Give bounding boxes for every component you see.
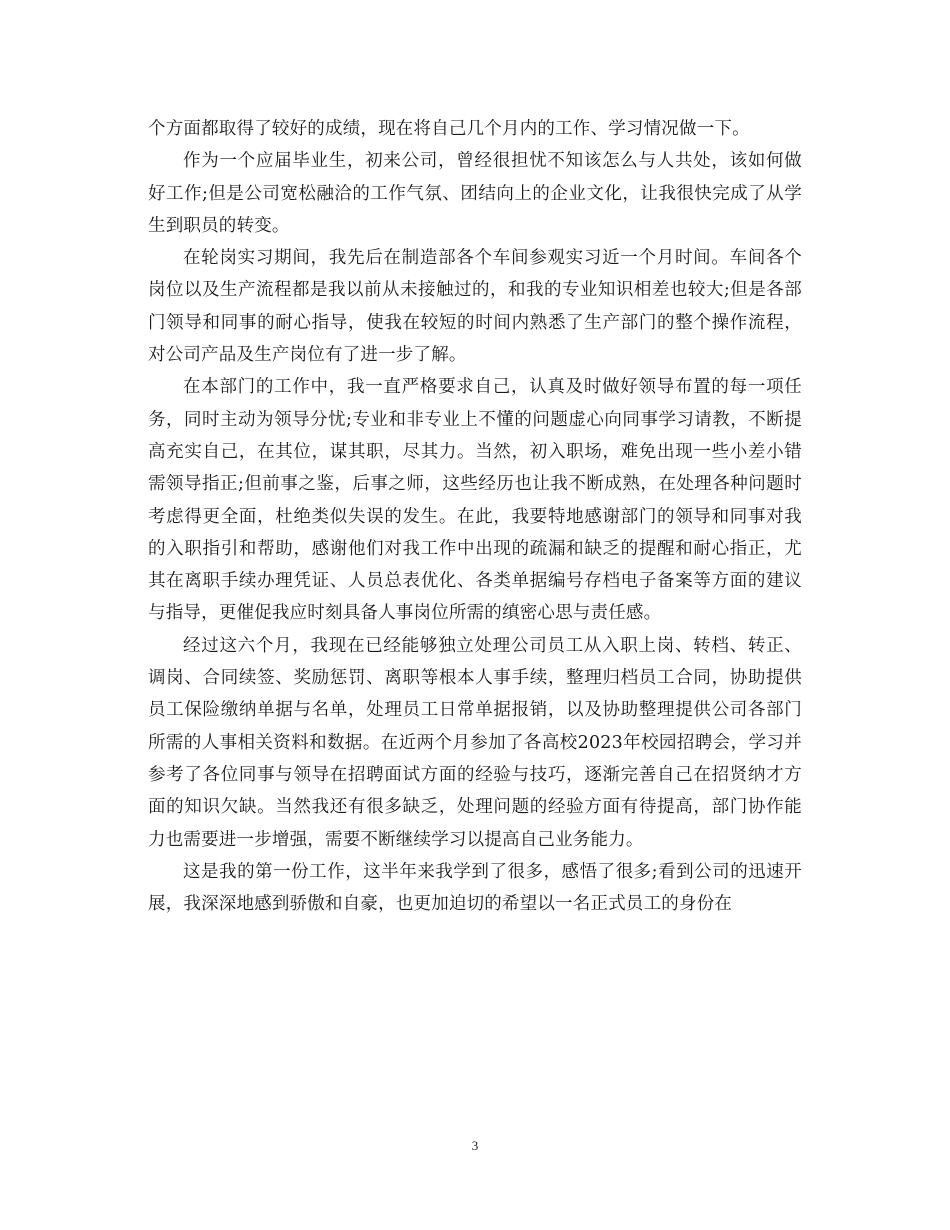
paragraph-first-job: 这是我的第一份工作，这半年来我学到了很多，感悟了很多;看到公司的迅速开展，我深深地感到骄傲和自豪，也更加迫切的希望以一名正式员工的身份在 bbox=[148, 861, 802, 915]
paragraph-graduate-intro: 作为一个应届毕业生，初来公司，曾经很担忧不知该怎么与人共处，该如何做好工作;但是公司宽松融洽的工作气氛、团结向上的企业文化，让我很快完成了从学生到职员的转变。 bbox=[148, 151, 802, 236]
paragraph-department-work: 在本部门的工作中，我一直严格要求自己，认真及时做好领导布置的每一项任务，同时主动为领导分忧;专业和非专业上不懂的问题虚心向同事学习请教，不断提高充实自己，在其位，谋其职，尽其力。当然，初入职场，难免出现一些小差小错需领导指正;但前事之鉴，后事之师，这些经历也让我不断成熟，在处理各种问题时考虑得更全面，杜绝类似失误的发生。在此，我要特地感谢部门的领导和同事对我的入职指引和帮助，感谢他们对我工作中出现的疏漏和缺乏的提醒和耐心指正，尤其在离职手续办理凭证、人员总表优化、各类单据编号存档电子备案等方面的建议与指导，更催促我应时刻具备人事岗位所需的缜密心思与责任感。 bbox=[148, 377, 802, 624]
page-number: 3 bbox=[471, 1138, 479, 1153]
paragraph-six-months: 经过这六个月，我现在已经能够独立处理公司员工从入职上岗、转档、转正、调岗、合同续签、奖励惩罚、离职等根本人事手续，整理归档员工合同，协助提供员工保险缴纳单据与名单，处理员工日常单据报销，以及协助整理提供公司各部门所需的人事相关资料和数据。在近两个月参加了各高校2023年校园招聘会，学习并参考了各位同事与领导在招聘面试方面的经验与技巧，逐渐完善自己在招贤纳才方面的知识欠缺。当然我还有很多缺乏，处理问题的经验方面有待提高，部门协作能力也需要进一步增强，需要不断继续学习以提高自己业务能力。 bbox=[148, 635, 802, 850]
paragraph-rotation-internship: 在轮岗实习期间，我先后在制造部各个车间参观实习近一个月时间。车间各个岗位以及生产流程都是我以前从未接触过的，和我的专业知识相差也较大;但是各部门领导和同事的耐心指导，使我在较短的时间内熟悉了生产部门的整个操作流程，对公司产品及生产岗位有了进一步了解。 bbox=[148, 248, 802, 366]
paragraph-continuation: 个方面都取得了较好的成绩，现在将自己几个月内的工作、学习情况做一下。 bbox=[148, 119, 750, 139]
document-body bbox=[148, 113, 802, 920]
